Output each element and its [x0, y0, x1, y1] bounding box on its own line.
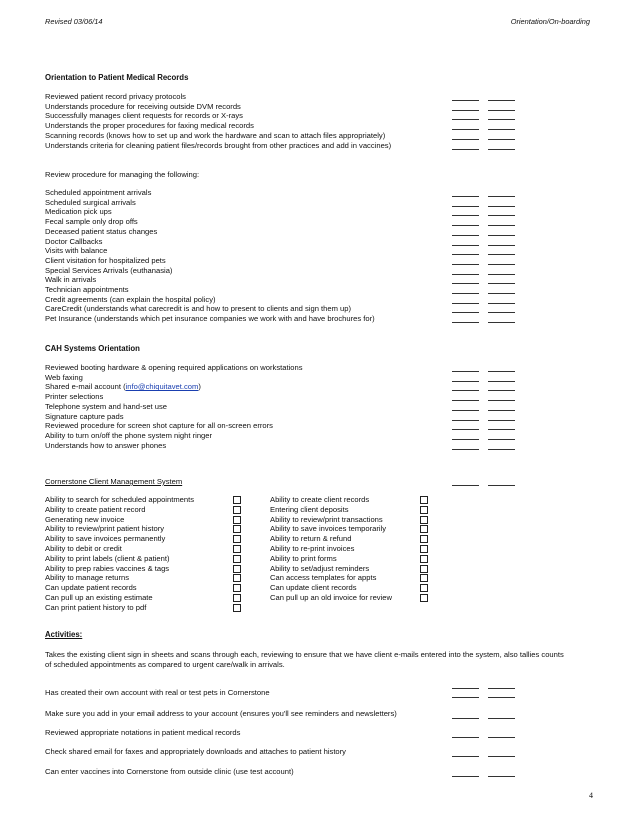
checklist-item	[45, 131, 563, 141]
checklist-item	[45, 188, 563, 198]
signoff-line[interactable]	[452, 449, 479, 450]
cornerstone-skill-label: Ability to search for scheduled appointments	[45, 495, 195, 504]
signoff-line[interactable]	[452, 688, 479, 689]
checklist-item-label: Visits with balance	[45, 246, 108, 256]
checklist-item-label: CareCredit (understands what carecredit is and how to present to clients and sign them up)	[45, 304, 352, 314]
cornerstone-title-row	[45, 477, 563, 487]
checklist-item	[45, 295, 563, 305]
checklist-item	[45, 441, 563, 451]
cornerstone-skill-label: Can pull up an existing estimate	[45, 593, 153, 602]
checklist-item	[45, 121, 563, 131]
section-title-managing: Review procedure for managing the following:	[45, 170, 200, 179]
signoff-line[interactable]	[488, 485, 515, 486]
checklist-item	[45, 363, 563, 373]
shared-email-link[interactable]: info@chiquitavet.com	[125, 382, 199, 392]
cornerstone-skill-label: Ability to save invoices permanently	[45, 534, 166, 544]
checklist-item	[45, 304, 563, 314]
signoff-line[interactable]	[452, 485, 479, 486]
checklist-item	[45, 275, 563, 285]
cornerstone-skill-label: Ability to re-print invoices	[270, 544, 355, 553]
cornerstone-skill-label: Ability to review/print transactions	[270, 514, 383, 524]
checklist-item-label: Printer selections	[45, 392, 104, 402]
email-suffix: )	[198, 382, 201, 392]
checklist-item	[45, 111, 563, 121]
checklist-item	[45, 256, 563, 266]
cornerstone-skill-label: Ability to create patient record	[45, 504, 146, 514]
checklist-item	[45, 198, 563, 208]
checklist-item-label: Pet Insurance (understands which pet insurance companies we work with and have brochures for)	[45, 314, 375, 324]
checklist-item-label: Reviewed patient record privacy protocols	[45, 92, 186, 101]
signoff-line[interactable]	[488, 149, 515, 150]
activity-item-label: Can enter vaccines into Cornerstone from outside clinic (use test account)	[45, 767, 294, 776]
signoff-line[interactable]	[488, 449, 515, 450]
header-revised-date: Revised 03/06/14	[45, 17, 103, 26]
email-line	[45, 382, 201, 392]
cornerstone-skill-label: Ability to set/adjust reminders	[270, 563, 370, 573]
cornerstone-checkbox[interactable]	[420, 535, 428, 543]
cornerstone-checkbox[interactable]	[233, 555, 241, 563]
signoff-line[interactable]	[488, 737, 515, 738]
checklist-item	[45, 217, 563, 227]
cornerstone-checkbox[interactable]	[420, 496, 428, 504]
activity-item	[45, 709, 563, 719]
cornerstone-checkbox[interactable]	[420, 565, 428, 573]
checklist-item-label: Doctor Callbacks	[45, 236, 103, 246]
checklist-item	[45, 141, 563, 151]
checklist-item	[45, 246, 563, 256]
checklist-item-label: Signature capture pads	[45, 411, 124, 421]
signoff-line[interactable]	[452, 718, 479, 719]
checklist-item-label: Scheduled appointment arrivals	[45, 188, 152, 197]
checklist-item	[45, 92, 563, 102]
cornerstone-skill-label: Ability to create client records	[270, 495, 370, 504]
checklist-item	[45, 402, 563, 412]
checklist-item-label: Scheduled surgical arrivals	[45, 197, 136, 207]
cornerstone-skill-label: Can update client records	[270, 583, 357, 593]
section-title-records: Orientation to Patient Medical Records	[45, 73, 189, 82]
checklist-item	[45, 102, 563, 112]
checklist-item-label: Web faxing	[45, 372, 83, 382]
checklist-item-label: Ability to turn on/off the phone system night ringer	[45, 430, 213, 440]
signoff-line[interactable]	[488, 322, 515, 323]
checklist-item-label: Shared e-mail account (	[45, 382, 126, 392]
checklist-item-label: Understands how to answer phones	[45, 440, 167, 450]
cornerstone-checkbox[interactable]	[420, 525, 428, 533]
cornerstone-skill-label: Ability to save invoices temporarily	[270, 524, 387, 534]
checklist-item-label: Technician appointments	[45, 285, 129, 294]
checklist-item-label: Understands procedure for receiving outside DVM records	[45, 101, 241, 111]
activity-item	[45, 688, 563, 698]
checklist-item	[45, 421, 563, 431]
signoff-line[interactable]	[488, 688, 515, 689]
checklist-item-label: Medication pick ups	[45, 207, 112, 217]
cornerstone-checkbox[interactable]	[233, 574, 241, 582]
section-title-activities: Activities:	[45, 630, 83, 639]
checklist-item	[45, 266, 563, 276]
cornerstone-skill-label: Ability to prep rabies vaccines & tags	[45, 563, 170, 573]
cornerstone-checkbox[interactable]	[233, 506, 241, 514]
cornerstone-checkbox[interactable]	[233, 535, 241, 543]
checklist-item-label: Understands the proper procedures for faxing medical records	[45, 121, 254, 131]
cornerstone-skill-label: Ability to print forms	[270, 553, 337, 563]
cornerstone-checkbox[interactable]	[420, 555, 428, 563]
activity-item	[45, 767, 563, 777]
cornerstone-checkbox[interactable]	[233, 565, 241, 573]
cornerstone-checkbox[interactable]	[420, 545, 428, 553]
checklist-item-label: Scanning records (knows how to set up and work the hardware and scan to attach files appropriately)	[45, 130, 386, 140]
checklist-item	[45, 373, 563, 383]
checklist-item	[45, 412, 563, 422]
cornerstone-checkbox[interactable]	[233, 496, 241, 504]
cornerstone-skill-label: Ability to review/print patient history	[45, 524, 165, 534]
signoff-line[interactable]	[452, 149, 479, 150]
cornerstone-skill-label: Can pull up an old invoice for review	[270, 593, 392, 602]
cornerstone-checkbox[interactable]	[233, 525, 241, 533]
checklist-item-label: Fecal sample only drop offs	[45, 217, 138, 227]
signoff-line[interactable]	[452, 776, 479, 777]
checklist-item-label: Telephone system and hand-set use	[45, 401, 167, 411]
header-title: Orientation/On-boarding	[510, 17, 590, 26]
cornerstone-skill-label: Can access templates for appts	[270, 573, 377, 583]
signoff-line[interactable]	[452, 737, 479, 738]
cornerstone-checkbox[interactable]	[233, 584, 241, 592]
section-title-cah: CAH Systems Orientation	[45, 344, 140, 353]
signoff-line[interactable]	[488, 718, 515, 719]
checklist-item-label: Understands criteria for cleaning patient files/records brought from other practices and add in vaccines)	[45, 140, 392, 150]
page-number: 4	[589, 791, 593, 800]
checklist-item	[45, 237, 563, 247]
signoff-line[interactable]	[452, 756, 479, 757]
signoff-line[interactable]	[452, 697, 479, 698]
checklist-item-label: Reviewed booting hardware & opening required applications on workstations	[45, 363, 303, 372]
cornerstone-checkbox[interactable]	[420, 594, 428, 602]
cornerstone-checkbox[interactable]	[233, 594, 241, 602]
activity-item-label: Check shared email for faxes and appropriately downloads and attaches to patient history	[45, 747, 346, 756]
checklist-item-label: Client visitation for hospitalized pets	[45, 255, 166, 265]
checklist-item-label: Deceased patient status changes	[45, 226, 158, 236]
checklist-item-label: Walk in arrivals	[45, 275, 97, 285]
signoff-line[interactable]	[488, 776, 515, 777]
activity-item-label: Make sure you add in your email address to your account (ensures you'll see reminders and newsletters)	[45, 709, 397, 718]
checklist-item	[45, 207, 563, 217]
cornerstone-checkbox[interactable]	[233, 516, 241, 524]
cornerstone-checkbox[interactable]	[420, 506, 428, 514]
cornerstone-skill-label: Ability to manage returns	[45, 573, 129, 583]
cornerstone-checkbox[interactable]	[420, 574, 428, 582]
checklist-item-label: Special Services Arrivals (euthanasia)	[45, 265, 173, 275]
checklist-item	[45, 382, 563, 392]
checklist-item	[45, 392, 563, 402]
checklist-item-label: Reviewed procedure for screen shot capture for all on-screen errors	[45, 421, 273, 431]
checklist-item	[45, 227, 563, 237]
cornerstone-skill-label: Can update patient records	[45, 583, 137, 593]
cornerstone-checkbox[interactable]	[420, 584, 428, 592]
checklist-item	[45, 314, 563, 324]
cornerstone-checkbox[interactable]	[233, 604, 241, 612]
cornerstone-skill-label: Ability to debit or credit	[45, 544, 122, 553]
cornerstone-skill-label: Can print patient history to pdf	[45, 602, 147, 612]
checklist-item-label: Credit agreements (can explain the hospital policy)	[45, 294, 216, 304]
signoff-line[interactable]	[452, 322, 479, 323]
cornerstone-skill-label: Ability to return & refund	[270, 534, 352, 544]
activity-item	[45, 747, 563, 757]
signoff-line[interactable]	[488, 756, 515, 757]
checklist-item	[45, 431, 563, 441]
cornerstone-checkbox[interactable]	[420, 516, 428, 524]
signoff-line[interactable]	[488, 697, 515, 698]
activities-intro: Takes the existing client sign in sheets and scans through each, reviewing to ensure that we have client e-mails entered into the system, also tallies counts of scheduled appointments as compared to urgent care/walk in arrivals.	[45, 650, 564, 669]
cornerstone-skill-label: Ability to print labels (client & patient)	[45, 553, 170, 563]
cornerstone-skill-label: Generating new invoice	[45, 514, 125, 524]
cornerstone-skill-label: Entering client deposits	[270, 504, 349, 514]
section-title-cornerstone: Cornerstone Client Management System	[45, 477, 183, 486]
activity-item	[45, 728, 563, 738]
checklist-item-label: Successfully manages client requests for records or X-rays	[45, 111, 243, 121]
checklist-item	[45, 285, 563, 295]
cornerstone-checkbox[interactable]	[233, 545, 241, 553]
activity-item-label: Has created their own account with real or test pets in Cornerstone	[45, 688, 270, 697]
activity-item-label: Reviewed appropriate notations in patient medical records	[45, 728, 241, 737]
